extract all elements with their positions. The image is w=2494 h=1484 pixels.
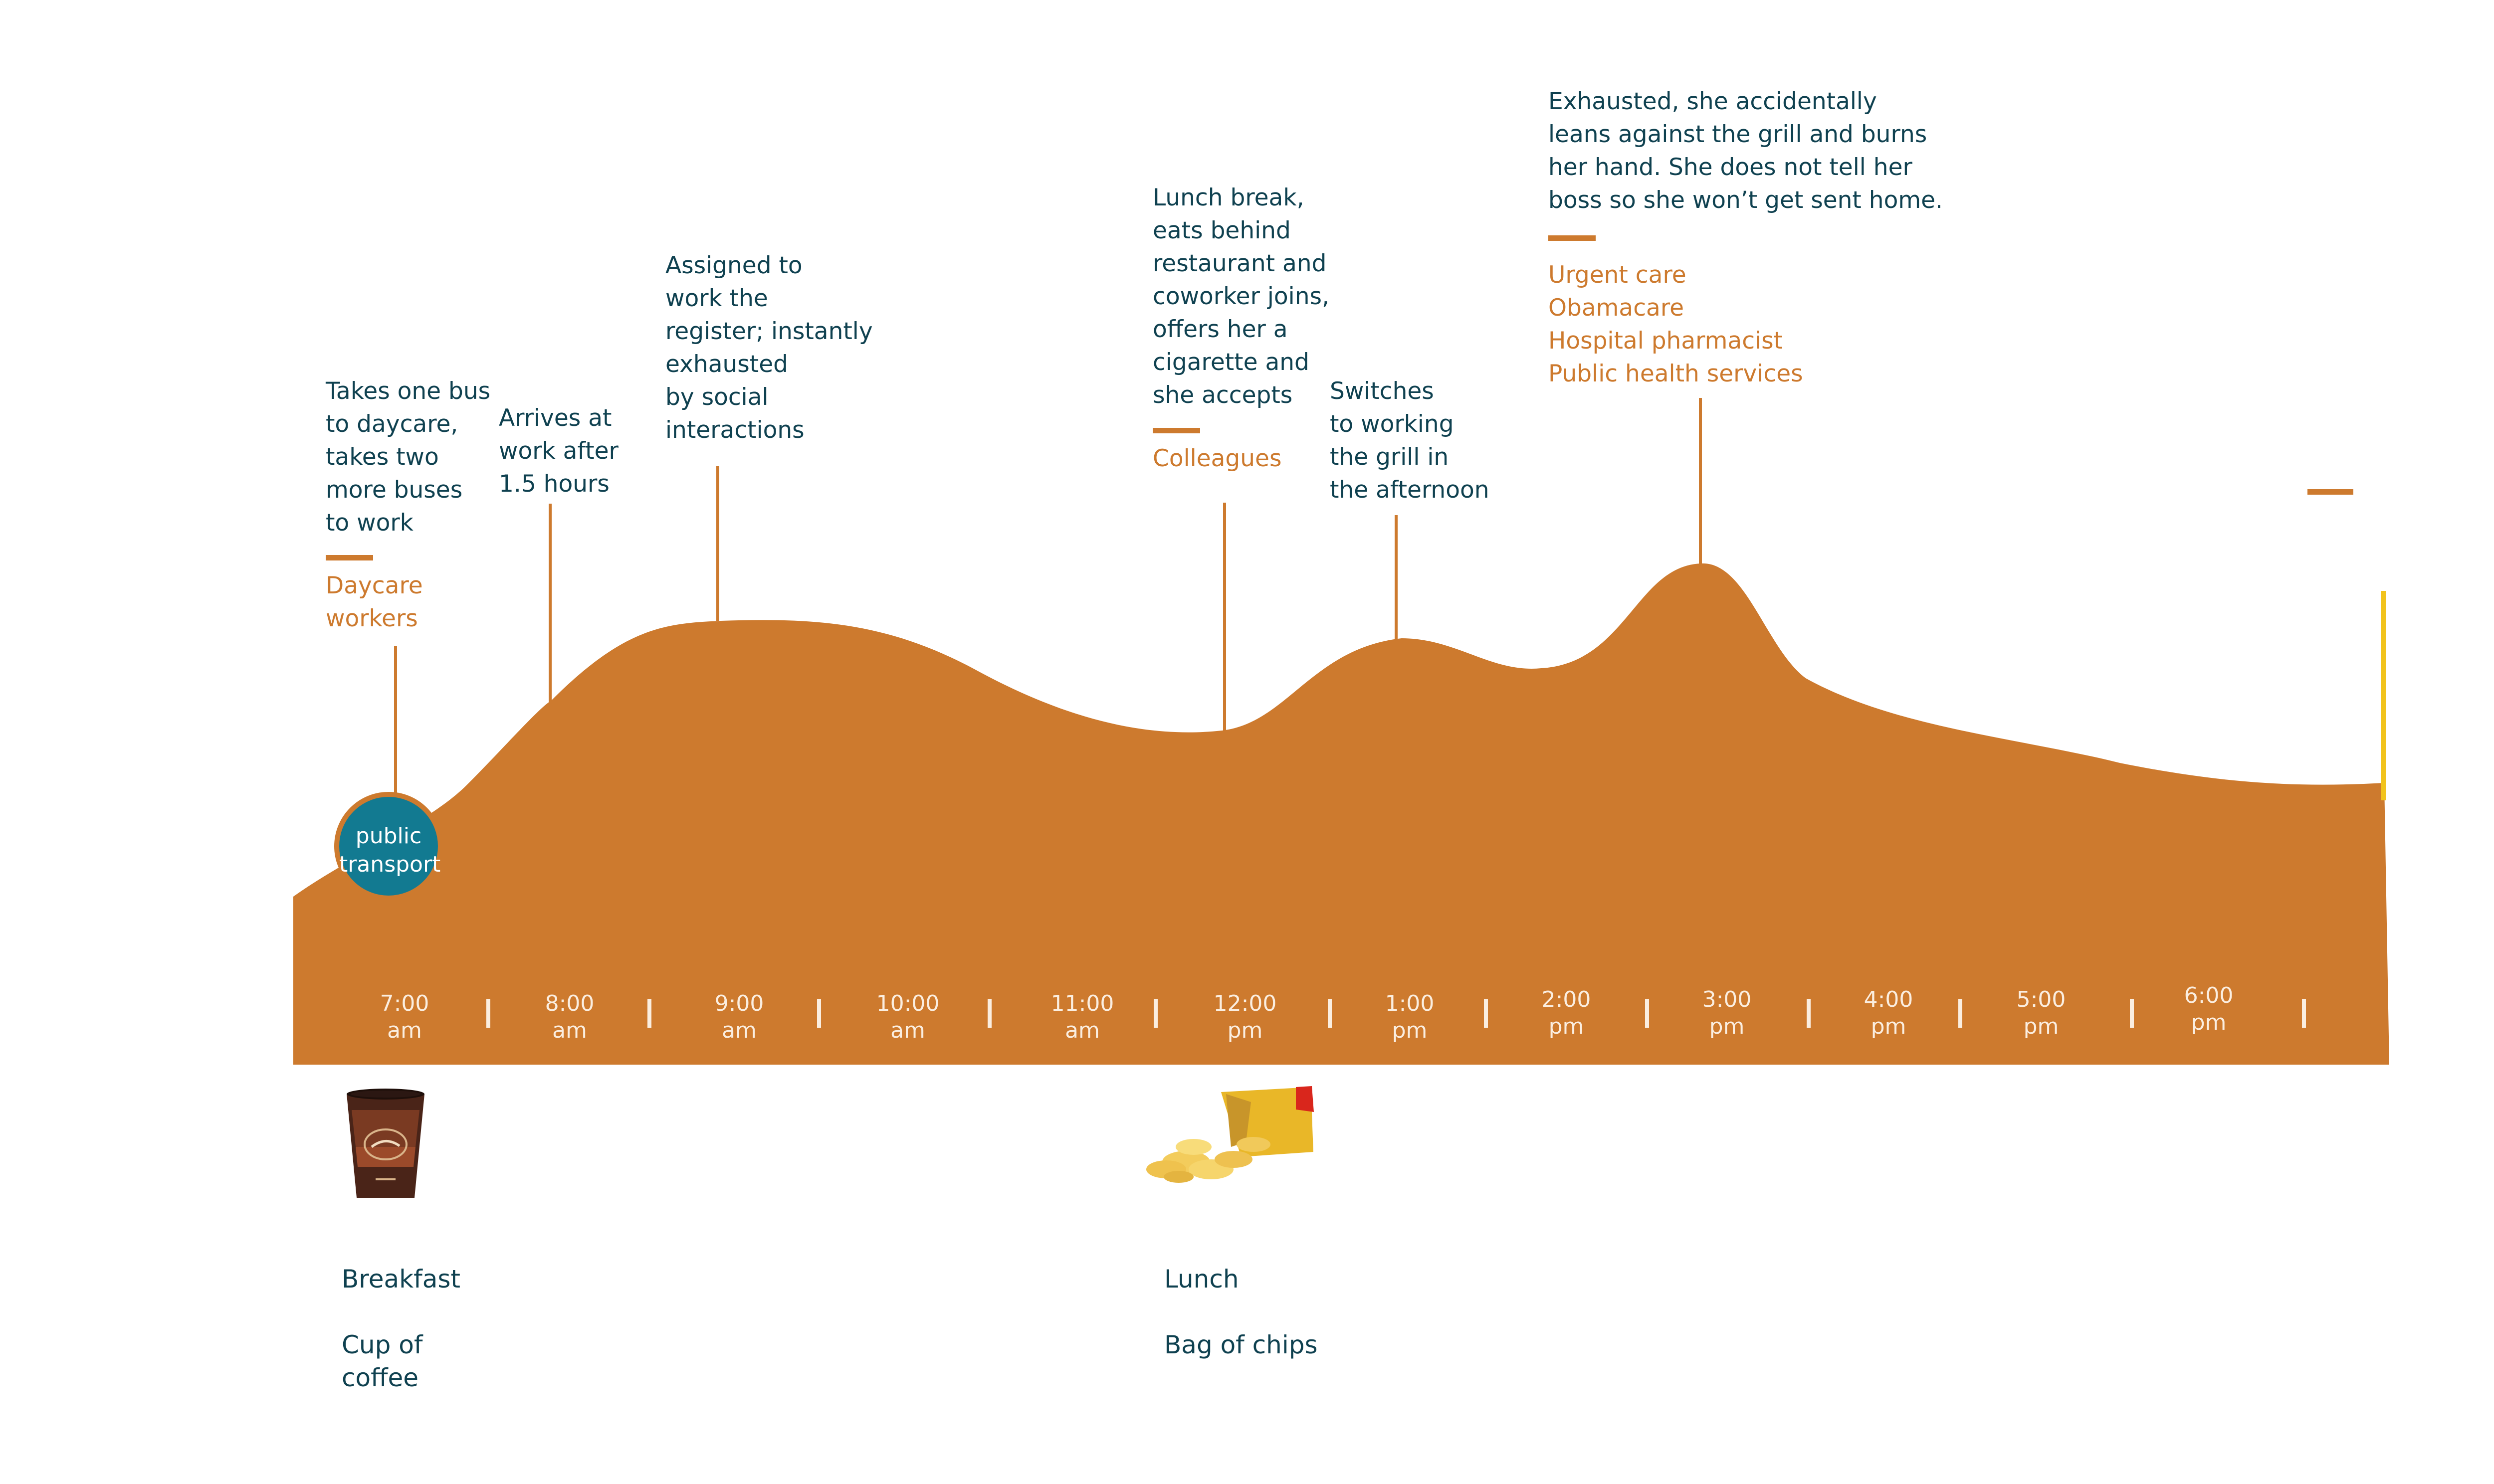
time-divider	[1807, 999, 1811, 1028]
time-divider	[817, 999, 821, 1028]
time-divider	[2302, 999, 2306, 1028]
annotation-tags-commute: Daycare workers	[326, 572, 423, 632]
annotation-text-grill: Switches to working the grill in the afternoon	[1330, 377, 1489, 504]
time-label-5pm: 5:00 pm	[2016, 987, 2066, 1039]
time-divider	[1154, 999, 1158, 1028]
annotation-stem-4	[1223, 503, 1226, 732]
annotation-text-commute: Takes one bus to daycare, takes two more buses to work	[326, 377, 491, 537]
annotation-stem-5	[1395, 515, 1398, 640]
public-transport-badge	[334, 792, 443, 901]
time-divider	[2130, 999, 2134, 1028]
time-label-9am: 9:00 am	[714, 991, 764, 1043]
time-divider	[1328, 999, 1332, 1028]
time-label-10am: 10:00 am	[876, 991, 940, 1043]
annotation-text-arrival: Arrives at work after 1.5 hours	[499, 404, 619, 498]
lunch-title: Lunch	[1164, 1265, 1239, 1294]
public-transport-label: public transport	[339, 823, 441, 877]
time-label-1pm: 1:00 pm	[1385, 991, 1435, 1043]
time-label-6pm: 6:00 pm	[2184, 983, 2234, 1035]
annotation-tags-burn: Urgent care Obamacare Hospital pharmacist Public health services	[1548, 261, 1803, 387]
time-label-3pm: 3:00 pm	[1702, 987, 1752, 1039]
annotation-stem-3	[716, 466, 719, 621]
annotation-text-register: Assigned to work the register; instantly exhausted by social interactions	[665, 252, 873, 444]
time-label-4pm: 4:00 pm	[1864, 987, 1913, 1039]
time-label-8am: 8:00 am	[545, 991, 595, 1043]
time-divider	[647, 999, 651, 1028]
chips-bag-icon	[1131, 1082, 1316, 1197]
time-label-2pm: 2:00 pm	[1541, 987, 1591, 1039]
annotation-divider-6	[1548, 235, 1596, 241]
time-divider	[486, 999, 490, 1028]
end-highlight-bar	[2381, 591, 2386, 800]
breakfast-title: Breakfast	[342, 1265, 461, 1294]
end-divider	[2307, 489, 2353, 495]
time-divider	[1484, 999, 1488, 1028]
annotation-divider-4	[1153, 428, 1200, 433]
annotation-divider-1	[326, 555, 373, 560]
annotation-tags-lunch-break: Colleagues	[1153, 445, 1282, 472]
time-label-7am: 7:00 am	[380, 991, 429, 1043]
lunch-item: Bag of chips	[1164, 1330, 1318, 1359]
annotation-stem-2	[549, 504, 552, 703]
breakfast-item: Cup of coffee	[342, 1330, 423, 1392]
annotation-text-burn: Exhausted, she accidentally leans against the grill and burns her hand. She does not tell her boss so she won’t get sent home.	[1548, 88, 1943, 214]
annotation-text-lunch-break: Lunch break, eats behind restaurant and coworker joins, offers her a cigarette and she accepts	[1153, 184, 1329, 409]
time-divider	[988, 999, 992, 1028]
coffee-cup-icon	[341, 1087, 430, 1202]
time-divider	[1958, 999, 1962, 1028]
time-label-12pm: 12:00 pm	[1213, 991, 1277, 1043]
annotation-stem-1	[394, 646, 397, 795]
time-label-11am: 11:00 am	[1050, 991, 1114, 1043]
time-divider	[1645, 999, 1649, 1028]
annotation-stem-6	[1699, 398, 1702, 565]
